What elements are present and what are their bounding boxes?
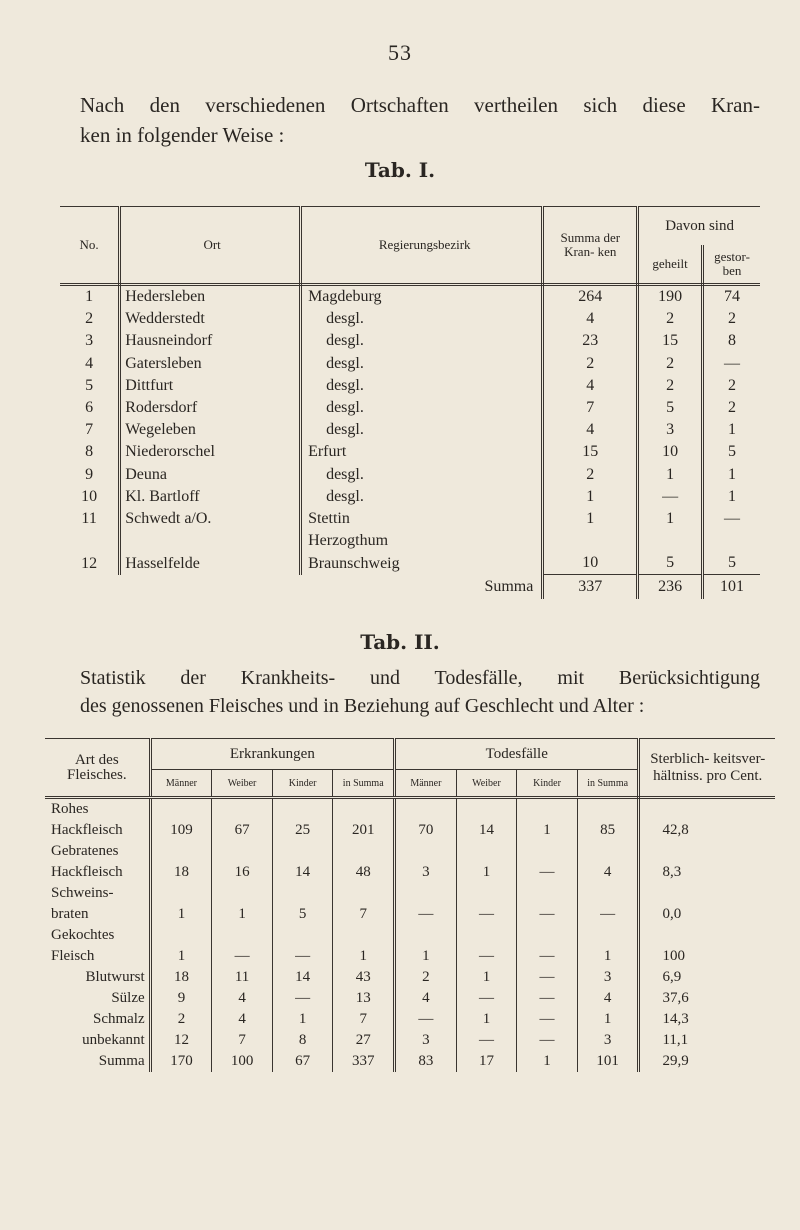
table2-cell-e-k: 1 (272, 1009, 333, 1030)
table2-cell-t-m: 2 (395, 967, 457, 988)
table2-label-row (45, 925, 775, 946)
table2-cell-pct: 100 (639, 946, 775, 967)
table1-cell-ort: Hausneindorf (120, 330, 301, 352)
table2-cell-t-k: — (517, 1009, 578, 1030)
table1-cell-gestorben: 74 (723, 288, 740, 306)
table1-cell-summa: 2 (543, 464, 638, 486)
table2-cell-t-m: — (395, 904, 457, 925)
table1-cell-gestorben: 5 (727, 554, 736, 572)
header-davon: Davon sind (638, 207, 760, 246)
table1-cell-ort: Schwedt a/O. (120, 508, 301, 530)
table2-cell-t-s: 1 (577, 1009, 639, 1030)
table2-cell-pct: 8,3 (639, 862, 775, 883)
table1-cell-gestorben (702, 530, 760, 552)
table2-cell-e-k: 14 (272, 967, 333, 988)
table2-art: Schmalz (92, 1011, 145, 1027)
intro-line-2: ken in folgender Weise : (80, 123, 285, 147)
header-e-maenner: Männer (150, 770, 212, 798)
table1-cell-bezirk: desgl. (301, 397, 543, 419)
table2-cell-t-k: — (517, 1030, 578, 1051)
table1-total-summa: 337 (543, 575, 638, 600)
table2-cell-e-w: 4 (212, 988, 273, 1009)
table2-cell-e-w: 1 (212, 904, 273, 925)
table2-cell-t-m: 83 (395, 1051, 457, 1072)
table2-cell-e-s: 1 (333, 946, 395, 967)
table2-cell-t-m: 70 (395, 820, 457, 841)
table2-cell-e-w: 16 (212, 862, 273, 883)
table1-row (60, 464, 760, 486)
table1-total-label: Summa (301, 575, 543, 600)
table1-cell-gestorben: — (723, 509, 740, 527)
table1-cell-ort: Kl. Bartloff (120, 486, 301, 508)
table1-cell-summa: 4 (543, 419, 638, 441)
table2-cell-t-m: 1 (395, 946, 457, 967)
table1-cell-gestorben: 2 (727, 376, 736, 394)
table1-cell-bezirk: Magdeburg (301, 285, 543, 309)
table2-cell-pct: 42,8 (639, 820, 775, 841)
table1-row (60, 419, 760, 441)
table2-cell-t-k: — (517, 988, 578, 1009)
table1-total-row (60, 575, 760, 600)
table2-cell-t-k: — (517, 904, 578, 925)
table2-art: Hackfleisch (51, 864, 123, 880)
header-sterblichkeit: Sterblich- keitsver- hältniss. pro Cent. (639, 739, 775, 798)
intro-line-1: Nach den verschiedenen Ortschaften vertheilen sich diese Kran- (80, 93, 760, 117)
header-todesfaelle: Todesfälle (395, 739, 639, 770)
table2-cell-t-s: 4 (577, 862, 639, 883)
table2-cell-e-k: 5 (272, 904, 333, 925)
table2-cell-t-s: 85 (577, 820, 639, 841)
table2-cell-t-w: — (456, 904, 517, 925)
table2-cell-t-w: 17 (456, 1051, 517, 1072)
table2-cell-e-w: 67 (212, 820, 273, 841)
intro-paragraph (80, 90, 760, 150)
table1-row (60, 530, 760, 552)
table2-cell-e-w: 11 (212, 967, 273, 988)
table2-cell-e-m: 12 (150, 1030, 212, 1051)
table2-cell-t-k: 1 (517, 820, 578, 841)
table2-row (45, 1030, 775, 1051)
table2-cell-e-s: 201 (333, 820, 395, 841)
page-number: 53 (388, 40, 412, 65)
header-t-maenner: Männer (395, 770, 457, 798)
table2-cell-t-s: 4 (577, 988, 639, 1009)
table1-cell-ort: Wedderstedt (120, 308, 301, 330)
table2-label-row (45, 841, 775, 862)
table1-cell-gestorben: 2 (727, 310, 736, 328)
table1-cell-summa (543, 530, 638, 552)
table1-cell-bezirk: desgl. (301, 353, 543, 375)
table2-cell-e-w: 100 (212, 1051, 273, 1072)
table2-art: braten (51, 906, 89, 922)
table1-cell-ort: Niederorschel (120, 441, 301, 463)
table1-cell-no: 8 (60, 441, 120, 463)
table2-art: Summa (98, 1053, 145, 1069)
table1-cell-no: 4 (60, 353, 120, 375)
table2-cell-t-s: — (577, 904, 639, 925)
table1-cell-bezirk: desgl. (301, 419, 543, 441)
header-t-weiber: Weiber (456, 770, 517, 798)
table2-cell-t-s: 1 (577, 946, 639, 967)
table2-cell-e-k: — (272, 988, 333, 1009)
table2-cell-e-s: 337 (333, 1051, 395, 1072)
header-e-kinder: Kinder (272, 770, 333, 798)
header-no: No. (60, 207, 120, 285)
table1-cell-summa: 2 (543, 353, 638, 375)
table2-cell-e-m: 170 (150, 1051, 212, 1072)
table2-cell-pct: 0,0 (639, 904, 775, 925)
table2-cell-e-s: 27 (333, 1030, 395, 1051)
table1-row (60, 397, 760, 419)
table1-cell-gestorben: 2 (727, 399, 736, 417)
header-gestorben: gestor- ben (702, 245, 760, 285)
table1-row (60, 552, 760, 575)
table2-cell-e-s: 43 (333, 967, 395, 988)
table2-cell-t-m: — (395, 1009, 457, 1030)
header-ort: Ort (120, 207, 301, 285)
table2-row (45, 862, 775, 883)
table1-cell-no: 9 (60, 464, 120, 486)
table1-body (60, 285, 760, 600)
table2-title: Tab. II. (360, 630, 440, 654)
table2-cell-e-k: 14 (272, 862, 333, 883)
table1-cell-summa: 4 (543, 308, 638, 330)
header-geheilt: geheilt (638, 245, 703, 285)
header-summa: Summa der Kran- ken (543, 207, 638, 285)
table2-cell-t-m: 3 (395, 862, 457, 883)
table2-cell-e-k: — (272, 946, 333, 967)
table2-cell-pct: 29,9 (639, 1051, 775, 1072)
table1-cell-bezirk: desgl. (301, 375, 543, 397)
table1-cell-gestorben: 5 (727, 443, 736, 461)
table2-art: Sülze (111, 990, 145, 1006)
table1-cell-summa: 4 (543, 375, 638, 397)
table2-row (45, 988, 775, 1009)
table2-cell-e-k: 67 (272, 1051, 333, 1072)
table2-cell-t-m: 3 (395, 1030, 457, 1051)
table2-row (45, 820, 775, 841)
table2-cell-e-s: 48 (333, 862, 395, 883)
table1-row (60, 353, 760, 375)
table1-cell-no: 5 (60, 375, 120, 397)
table1-cell-geheilt: 1 (638, 508, 703, 530)
table1-cell-ort: Hedersleben (120, 285, 301, 309)
table1-cell-geheilt: 3 (638, 419, 703, 441)
table2-cell-t-w: — (456, 946, 517, 967)
table1-row (60, 486, 760, 508)
table2-row (45, 1051, 775, 1072)
table1-cell-summa: 264 (543, 285, 638, 309)
table1-row (60, 308, 760, 330)
table2-label-row (45, 883, 775, 904)
table1-row (60, 285, 760, 309)
table2-cell-e-m: 109 (150, 820, 212, 841)
table1-cell-ort: Rodersdorf (120, 397, 301, 419)
table1-cell-geheilt: 5 (638, 552, 703, 575)
table2-intro (80, 664, 760, 720)
table2-cell-pct: 11,1 (639, 1030, 775, 1051)
table2-cell-t-w: 1 (456, 967, 517, 988)
table2-cell-e-s: 13 (333, 988, 395, 1009)
table2-art: Hackfleisch (51, 822, 123, 838)
table1-cell-no: 1 (60, 285, 120, 309)
table1-cell-bezirk: desgl. (301, 308, 543, 330)
table2-cell-pct: 37,6 (639, 988, 775, 1009)
table1-cell-summa: 10 (543, 552, 638, 575)
header-erkrankungen: Erkrankungen (150, 739, 394, 770)
table2-cell-e-m: 1 (150, 946, 212, 967)
table2-cell-t-s: 3 (577, 1030, 639, 1051)
table2-cell-e-m: 18 (150, 862, 212, 883)
header-art: Art des Fleisches. (45, 739, 150, 798)
table2-cell-e-k: 8 (272, 1030, 333, 1051)
table2-row (45, 946, 775, 967)
header-e-weiber: Weiber (212, 770, 273, 798)
table1-cell-no: 2 (60, 308, 120, 330)
table2-cell-e-k: 25 (272, 820, 333, 841)
table1-cell-geheilt: 2 (638, 353, 703, 375)
table1-cell-bezirk: desgl. (301, 464, 543, 486)
table2-cell-e-w: 7 (212, 1030, 273, 1051)
table1 (60, 206, 760, 599)
table2-cell-e-m: 1 (150, 904, 212, 925)
table1-cell-geheilt (638, 530, 703, 552)
table2-cell-pct: 6,9 (639, 967, 775, 988)
table2-cell-t-s: 101 (577, 1051, 639, 1072)
table2-art-line1: Schweins- (51, 885, 114, 901)
table1-cell-geheilt: 190 (638, 285, 703, 309)
table2-cell-t-k: — (517, 862, 578, 883)
table1-cell-summa: 1 (543, 486, 638, 508)
table1-cell-ort: Dittfurt (120, 375, 301, 397)
table2-cell-e-s: 7 (333, 904, 395, 925)
table1-total-gestorben: 101 (702, 575, 760, 600)
table2-label-row (45, 798, 775, 821)
table1-cell-ort: Gatersleben (120, 353, 301, 375)
table1-total-geheilt: 236 (638, 575, 703, 600)
table1-cell-no: 7 (60, 419, 120, 441)
table2-cell-t-w: 1 (456, 1009, 517, 1030)
header-e-summa: in Summa (333, 770, 395, 798)
table1-cell-bezirk: Herzogthum (301, 530, 543, 552)
table1-cell-gestorben: 8 (727, 332, 736, 350)
table1-cell-bezirk: Erfurt (301, 441, 543, 463)
table2-body (45, 798, 775, 1073)
table2-art-line1: Rohes (45, 798, 150, 821)
table1-cell-geheilt: — (638, 486, 703, 508)
header-t-kinder: Kinder (517, 770, 578, 798)
table1-cell-gestorben: 1 (727, 487, 736, 505)
table1-cell-geheilt: 5 (638, 397, 703, 419)
table2-cell-e-m: 18 (150, 967, 212, 988)
table2-row (45, 967, 775, 988)
table1-row (60, 508, 760, 530)
table2-row (45, 1009, 775, 1030)
table1-cell-no: 10 (60, 486, 120, 508)
table2-intro-line-1: Statistik der Krankheits- und Todesfälle, mit Berücksichtigung (80, 667, 760, 689)
table1-cell-summa: 23 (543, 330, 638, 352)
table2-cell-e-w: 4 (212, 1009, 273, 1030)
table1-row (60, 330, 760, 352)
table1-cell-no: 12 (60, 552, 120, 575)
table1-cell-no: 3 (60, 330, 120, 352)
table1-cell-ort: Deuna (120, 464, 301, 486)
table2-cell-e-m: 9 (150, 988, 212, 1009)
table2-cell-t-m: 4 (395, 988, 457, 1009)
table2-cell-t-k: 1 (517, 1051, 578, 1072)
table1-cell-summa: 1 (543, 508, 638, 530)
table1-cell-ort (120, 530, 301, 552)
table1-cell-no: 11 (60, 508, 120, 530)
table1-cell-bezirk: desgl. (301, 486, 543, 508)
table2-cell-t-w: — (456, 988, 517, 1009)
table2-art: Blutwurst (85, 969, 145, 985)
table2-art-line1: Gebratenes (51, 843, 119, 859)
table1-cell-bezirk: Stettin (301, 508, 543, 530)
table2-art-line1: Gekochtes (51, 927, 115, 943)
table1-cell-geheilt: 15 (638, 330, 703, 352)
table2-cell-t-w: 1 (456, 862, 517, 883)
table1-cell-gestorben: — (723, 354, 740, 372)
table1-cell-gestorben: 1 (727, 421, 736, 439)
table2-art: Fleisch (51, 948, 95, 964)
table1-cell-summa: 7 (543, 397, 638, 419)
table1-cell-summa: 15 (543, 441, 638, 463)
table1-cell-geheilt: 2 (638, 308, 703, 330)
table1-cell-geheilt: 2 (638, 375, 703, 397)
table1-cell-geheilt: 10 (638, 441, 703, 463)
table1-row (60, 441, 760, 463)
table2-cell-e-w: — (212, 946, 273, 967)
table1-cell-geheilt: 1 (638, 464, 703, 486)
table2-intro-line-2: des genossenen Fleisches und in Beziehung auf Geschlecht und Alter : (80, 695, 645, 717)
table2-cell-e-m: 2 (150, 1009, 212, 1030)
table2-art: unbekannt (82, 1032, 145, 1048)
table2-cell-t-w: 14 (456, 820, 517, 841)
table2-row (45, 904, 775, 925)
table2-cell-t-w: — (456, 1030, 517, 1051)
table2-cell-e-s: 7 (333, 1009, 395, 1030)
table2-cell-t-s: 3 (577, 967, 639, 988)
table2-cell-t-k: — (517, 946, 578, 967)
table1-cell-no (60, 530, 120, 552)
table1-cell-bezirk: Braunschweig (301, 552, 543, 575)
table1-title: Tab. I. (364, 158, 436, 182)
table1-cell-bezirk: desgl. (301, 330, 543, 352)
table1-cell-no: 6 (60, 397, 120, 419)
header-bezirk: Regierungsbezirk (301, 207, 543, 285)
header-t-summa: in Summa (577, 770, 639, 798)
table2 (45, 738, 775, 1072)
table1-row (60, 375, 760, 397)
table1-cell-gestorben: 1 (727, 465, 736, 483)
table1-cell-ort: Wegeleben (120, 419, 301, 441)
table2-cell-pct: 14,3 (639, 1009, 775, 1030)
table2-cell-t-k: — (517, 967, 578, 988)
table1-cell-ort: Hasselfelde (120, 552, 301, 575)
